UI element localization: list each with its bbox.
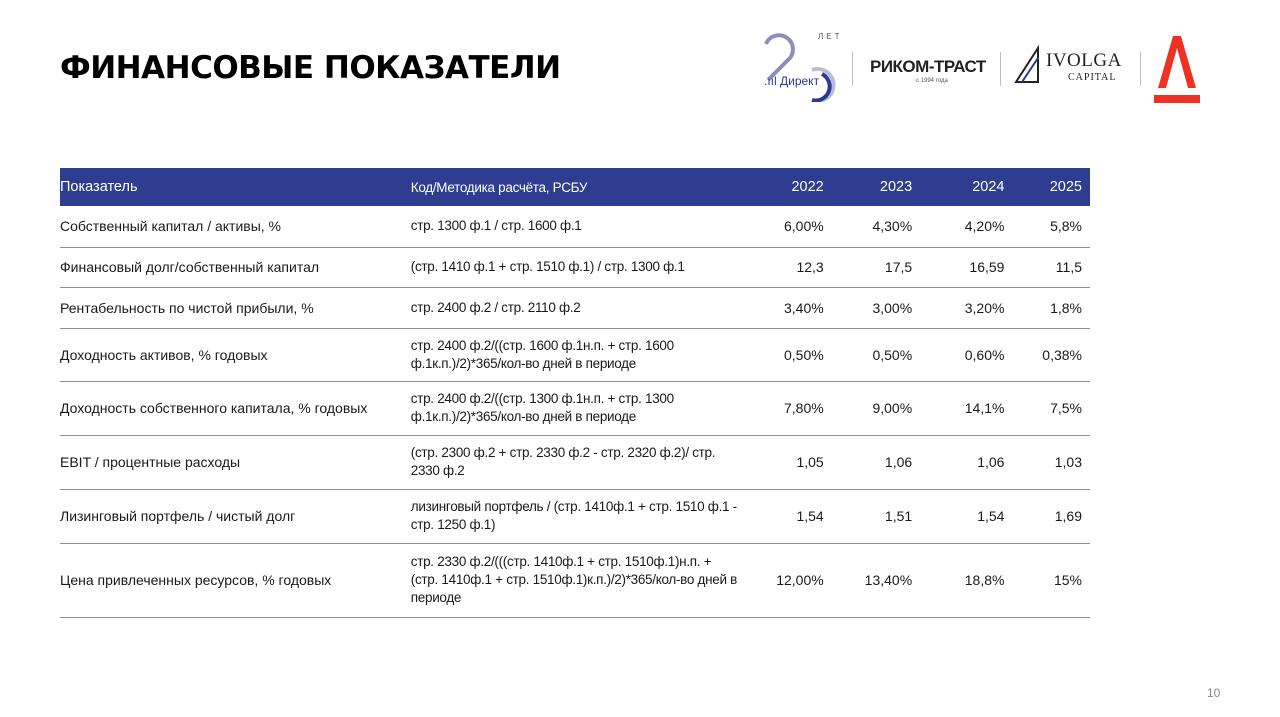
value-2022: 0,50%: [748, 328, 824, 381]
value-2024: 16,59: [912, 247, 1004, 287]
value-2025: 0,38%: [1004, 328, 1090, 381]
table-header-row: [60, 168, 1090, 206]
table-row: [60, 328, 1090, 381]
value-2024: 1,06: [912, 435, 1004, 489]
value-2023: 1,06: [824, 435, 912, 489]
logo-rikom-name: РИКОМ-ТРАСТ: [870, 57, 986, 76]
indicator-method: (стр. 1410 ф.1 + стр. 1510 ф.1) / стр. 1300 ф.1: [411, 247, 748, 287]
header-indicator: Показатель: [60, 168, 411, 206]
header-2023: 2023: [824, 168, 912, 206]
value-2022: 12,00%: [748, 543, 824, 617]
indicator-name: Доходность собственного капитала, % годовых: [60, 381, 411, 435]
value-2025: 1,8%: [1004, 287, 1090, 328]
value-2022: 7,80%: [748, 381, 824, 435]
value-2022: 1,54: [748, 489, 824, 543]
value-2025: 15%: [1004, 543, 1090, 617]
indicator-method: стр. 1300 ф.1 / стр. 1600 ф.1: [411, 206, 748, 247]
value-2022: 6,00%: [748, 206, 824, 247]
value-2024: 0,60%: [912, 328, 1004, 381]
value-2024: 4,20%: [912, 206, 1004, 247]
indicator-name: Цена привлеченных ресурсов, % годовых: [60, 543, 411, 617]
header-2025: 2025: [1004, 168, 1090, 206]
indicator-name: Рентабельность по чистой прибыли, %: [60, 287, 411, 328]
value-2024: 14,1%: [912, 381, 1004, 435]
value-2023: 4,30%: [824, 206, 912, 247]
table-row: [60, 287, 1090, 328]
indicator-name: Собственный капитал / активы, %: [60, 206, 411, 247]
indicator-method: стр. 2400 ф.2 / стр. 2110 ф.2: [411, 287, 748, 328]
value-2025: 11,5: [1004, 247, 1090, 287]
value-2022: 12,3: [748, 247, 824, 287]
table-row: [60, 206, 1090, 247]
value-2022: 1,05: [748, 435, 824, 489]
ivolga-capital-logo: [1012, 42, 1137, 87]
table-row: [60, 247, 1090, 287]
value-2022: 3,40%: [748, 287, 824, 328]
logo-direct-name: .ııl Директ: [764, 74, 820, 88]
logo-rikom-sub: с 1994 года: [916, 78, 948, 84]
table-row: [60, 489, 1090, 543]
header-2024: 2024: [912, 168, 1004, 206]
logo-ivolga-sub: CAPITAL: [1068, 72, 1117, 83]
financial-indicators-table: [60, 168, 1090, 618]
value-2025: 1,03: [1004, 435, 1090, 489]
table-row: [60, 381, 1090, 435]
value-2023: 9,00%: [824, 381, 912, 435]
indicator-name: Доходность активов, % годовых: [60, 328, 411, 381]
table-row: [60, 543, 1090, 617]
value-2023: 3,00%: [824, 287, 912, 328]
value-2025: 7,5%: [1004, 381, 1090, 435]
rikom-trust-logo: [870, 57, 986, 84]
value-2025: 1,69: [1004, 489, 1090, 543]
value-2023: 13,40%: [824, 543, 912, 617]
indicator-name: Лизинговый портфель / чистый долг: [60, 489, 411, 543]
indicator-name: EBIT / процентные расходы: [60, 435, 411, 489]
value-2025: 5,8%: [1004, 206, 1090, 247]
logo-divider: [1140, 52, 1141, 86]
indicator-method: лизинговый портфель / (стр. 1410ф.1 + стр. 1510 ф.1 - стр. 1250 ф.1): [411, 489, 748, 543]
header-2022: 2022: [748, 168, 824, 206]
value-2023: 0,50%: [824, 328, 912, 381]
value-2024: 3,20%: [912, 287, 1004, 328]
indicator-method: стр. 2400 ф.2/((стр. 1600 ф.1н.п. + стр. 1600 ф.1к.п.)/2)*365/кол-во дней в периоде: [411, 328, 748, 381]
direct-30-years-logo: [760, 30, 843, 102]
table-row: [60, 435, 1090, 489]
value-2024: 18,8%: [912, 543, 1004, 617]
logo-divider: [852, 52, 853, 86]
indicator-name: Финансовый долг/собственный капитал: [60, 247, 411, 287]
value-2024: 1,54: [912, 489, 1004, 543]
indicator-method: стр. 2330 ф.2/(((стр. 1410ф.1 + стр. 1510ф.1)н.п. +(стр. 1410ф.1 + стр. 1510ф.1)к.п.)/2)*365/кол-во дней в периоде: [411, 543, 748, 617]
value-2023: 17,5: [824, 247, 912, 287]
page-number: 10: [1207, 686, 1221, 700]
logo-ivolga-name: IVOLGA: [1046, 50, 1122, 71]
partner-logos: [760, 30, 1210, 105]
indicator-method: стр. 2400 ф.2/((стр. 1300 ф.1н.п. + стр. 1300 ф.1к.п.)/2)*365/кол-во дней в периоде: [411, 381, 748, 435]
logo-divider: [1000, 52, 1001, 86]
alfa-bank-logo: [1152, 32, 1202, 102]
value-2023: 1,51: [824, 489, 912, 543]
page-title: ФИНАНСОВЫЕ ПОКАЗАТЕЛИ: [60, 50, 561, 86]
indicator-method: (стр. 2300 ф.2 + стр. 2330 ф.2 - стр. 2320 ф.2)/ стр. 2330 ф.2: [411, 435, 748, 489]
header-method: Код/Методика расчёта, РСБУ: [411, 168, 748, 206]
logo-years-suffix: ЛЕТ: [818, 32, 843, 41]
